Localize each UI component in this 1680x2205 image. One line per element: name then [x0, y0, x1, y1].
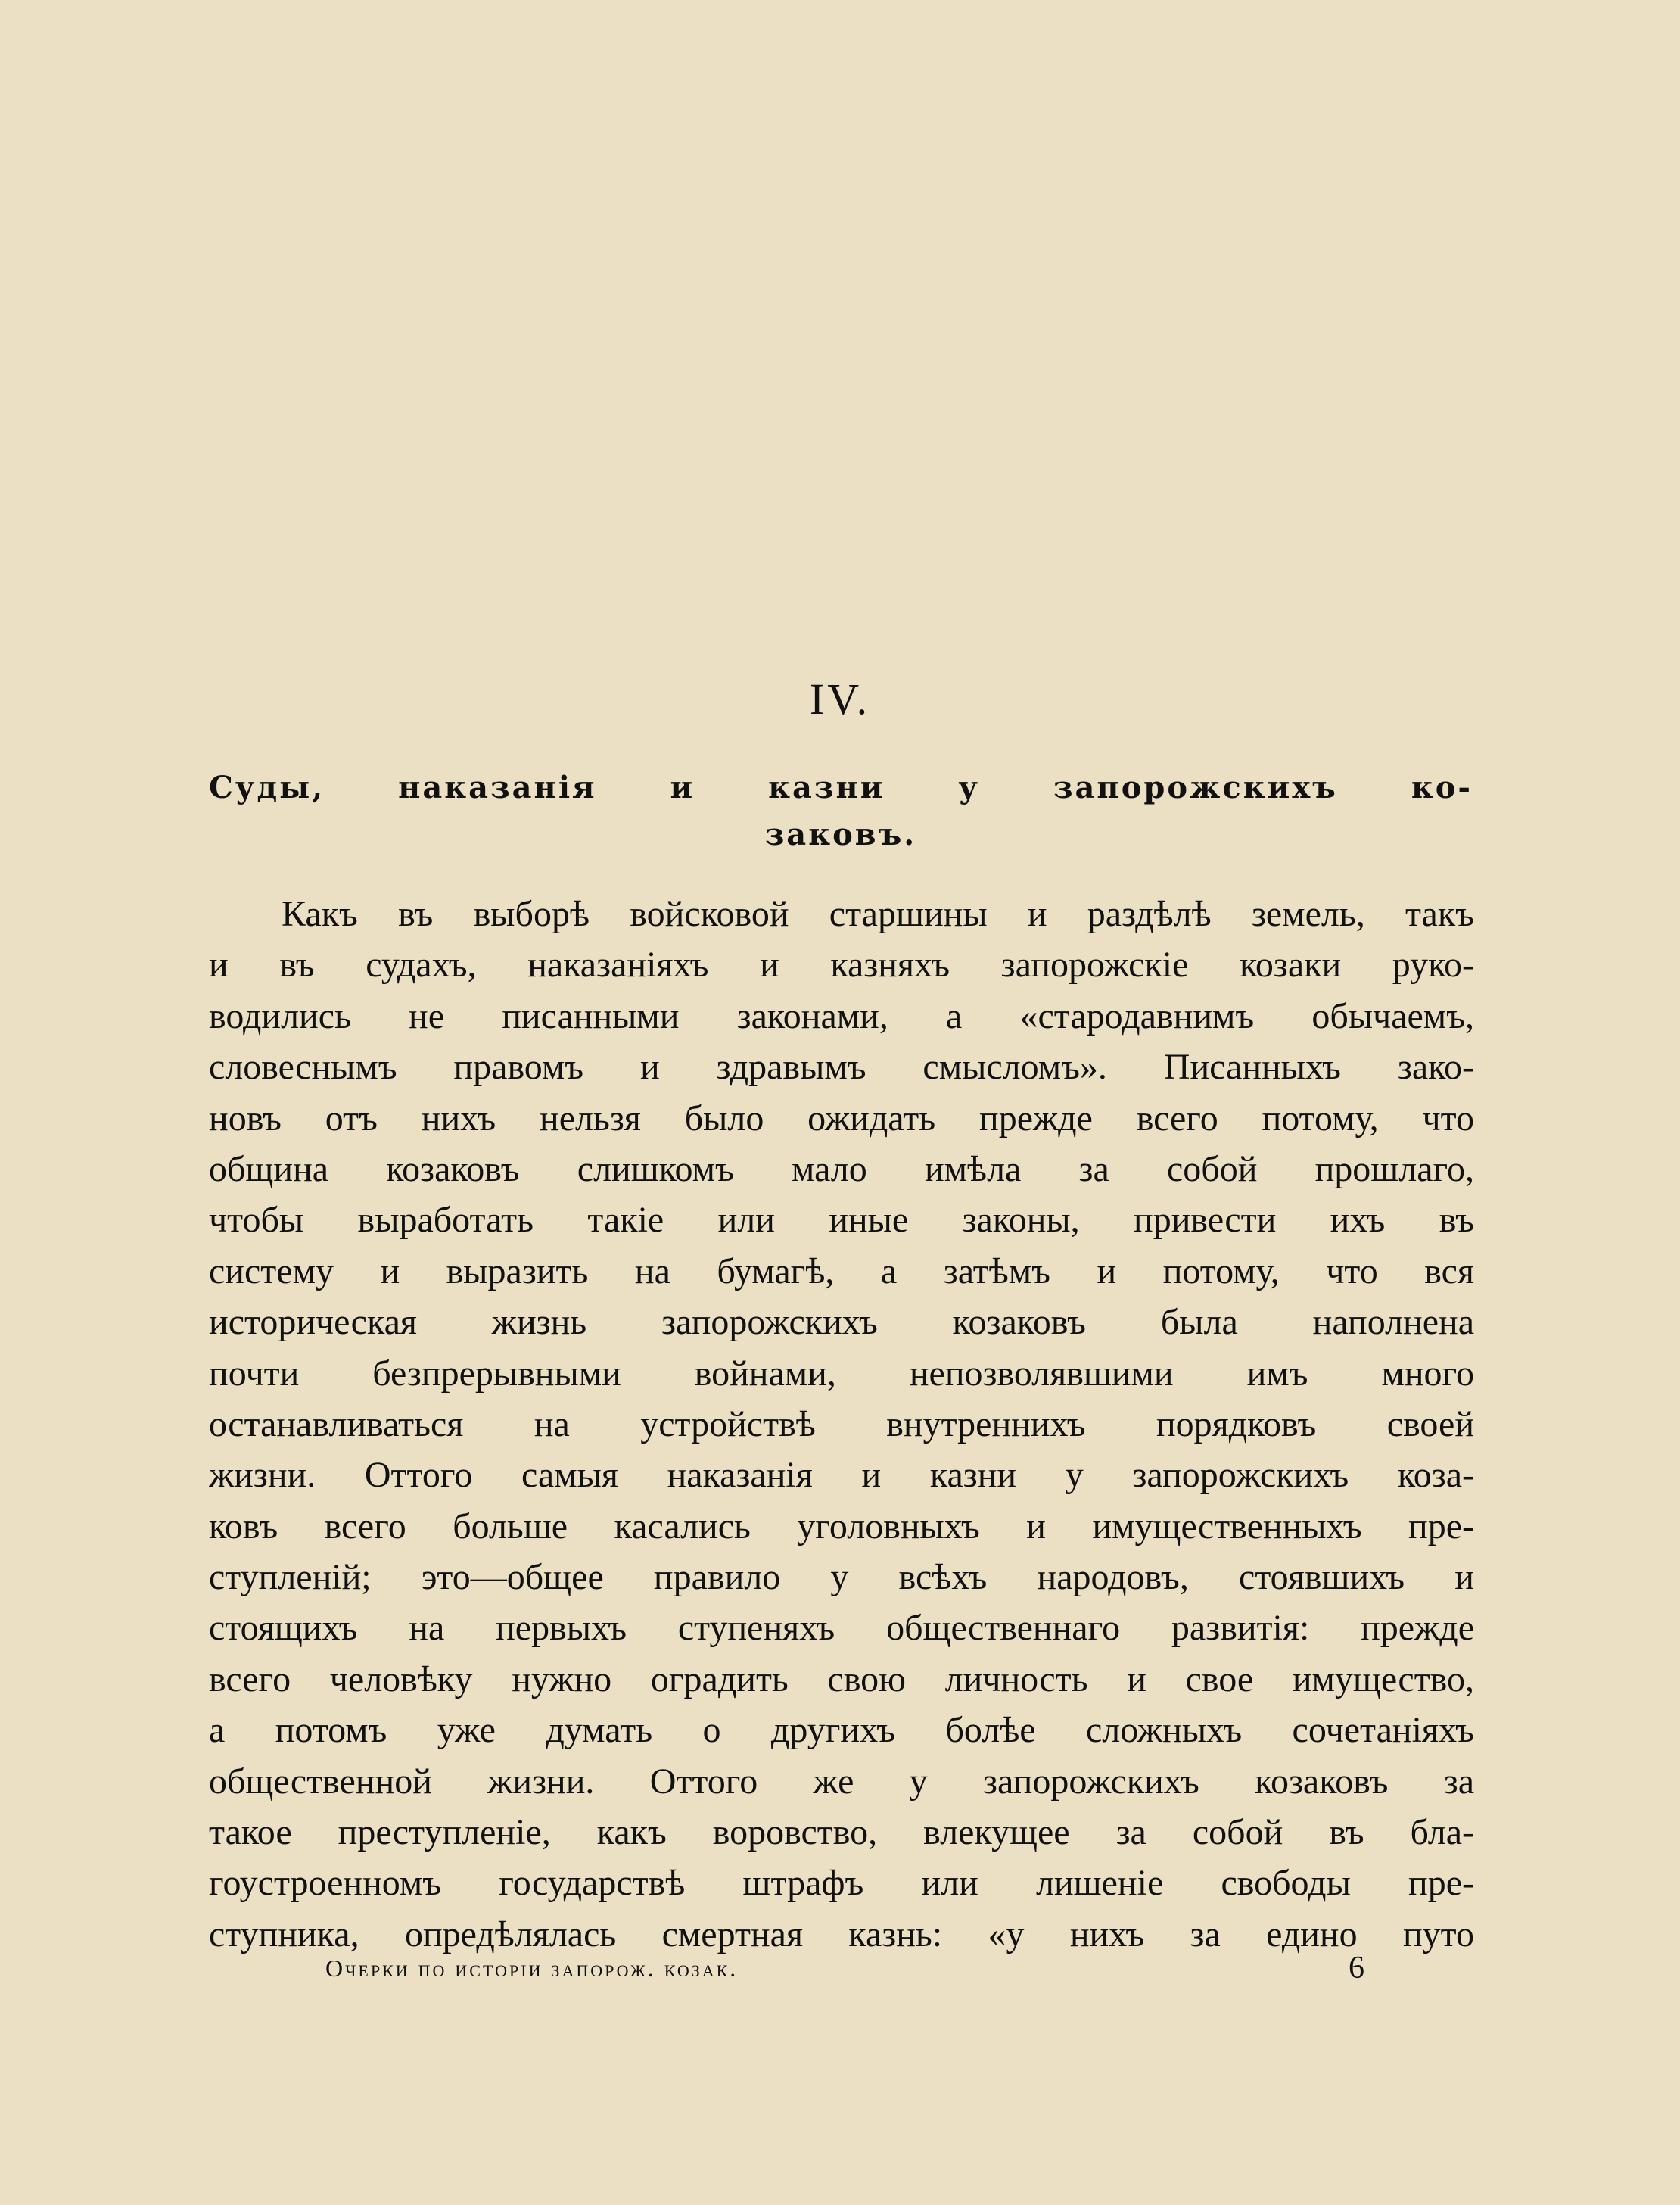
text-line: новъ отъ нихъ нельзя было ожидать прежде всего потому, что: [209, 1098, 1474, 1138]
text-line: чтобы выработать такіе или иные законы, привести ихъ въ: [209, 1200, 1474, 1241]
text-line: историческая жизнь запорожскихъ козаковъ была наполнена: [209, 1302, 1474, 1343]
text-line: община козаковъ слишкомъ мало имѣла за собой прошлаго,: [209, 1148, 1474, 1189]
text-line: почти безпрерывными войнами, непозволявшими имъ много: [209, 1353, 1474, 1394]
chapter-title-line: заковъ.: [764, 817, 917, 852]
text-line: а потомъ уже думать о другихъ болѣе сложныхъ сочетаніяхъ: [209, 1710, 1474, 1751]
chapter-title-line: Суды, наказанія и казни у запорожскихъ ко-: [209, 770, 1473, 805]
text-line: водились не писанными законами, а «стародавнимъ обычаемъ,: [209, 995, 1474, 1036]
footer-title: Очерки по исторіи запорож. козак.: [325, 1954, 739, 1982]
text-line: Какъ въ выборѣ войсковой старшины и раздѣлѣ земель, такъ: [282, 894, 1474, 934]
text-line: систему и выразить на бумагѣ, а затѣмъ и потому, что вся: [209, 1250, 1474, 1291]
text-line: стоящихъ на первыхъ ступеняхъ общественнаго развитія: прежде: [209, 1608, 1474, 1649]
body-text: [209, 889, 1474, 1960]
text-line: общественной жизни. Оттого же у запорожскихъ козаковъ за: [209, 1761, 1474, 1802]
chapter-number: IV.: [809, 674, 871, 724]
chapter-title: [209, 765, 1473, 858]
signature-mark: 6: [1349, 1951, 1364, 1985]
text-line: всего человѣку нужно оградить свою личность и свое имущество,: [209, 1658, 1474, 1699]
text-line: гоустроенномъ государствѣ штрафъ или лишеніе свободы пре-: [209, 1863, 1474, 1904]
text-line: ступника, опредѣлялась смертная казнь: «у нихъ за едино путо: [209, 1914, 1474, 1954]
page-footer: [0, 1951, 1680, 1992]
text-line: жизни. Оттого самыя наказанія и казни у запорожскихъ коза-: [209, 1455, 1474, 1496]
text-line: такое преступленіе, какъ воровство, влекущее за собой въ бла-: [209, 1812, 1474, 1853]
text-line: и въ судахъ, наказаніяхъ и казняхъ запорожскіе козаки руко-: [209, 945, 1474, 986]
text-line: ступленій; это—общее правило у всѣхъ народовъ, стоявшихъ и: [209, 1557, 1474, 1598]
text-line: словеснымъ правомъ и здравымъ смысломъ». Писанныхъ зако-: [209, 1047, 1474, 1088]
text-line: ковъ всего больше касались уголовныхъ и имущественныхъ пре-: [209, 1506, 1474, 1546]
text-line: останавливаться на устройствѣ внутреннихъ порядковъ своей: [209, 1403, 1474, 1444]
